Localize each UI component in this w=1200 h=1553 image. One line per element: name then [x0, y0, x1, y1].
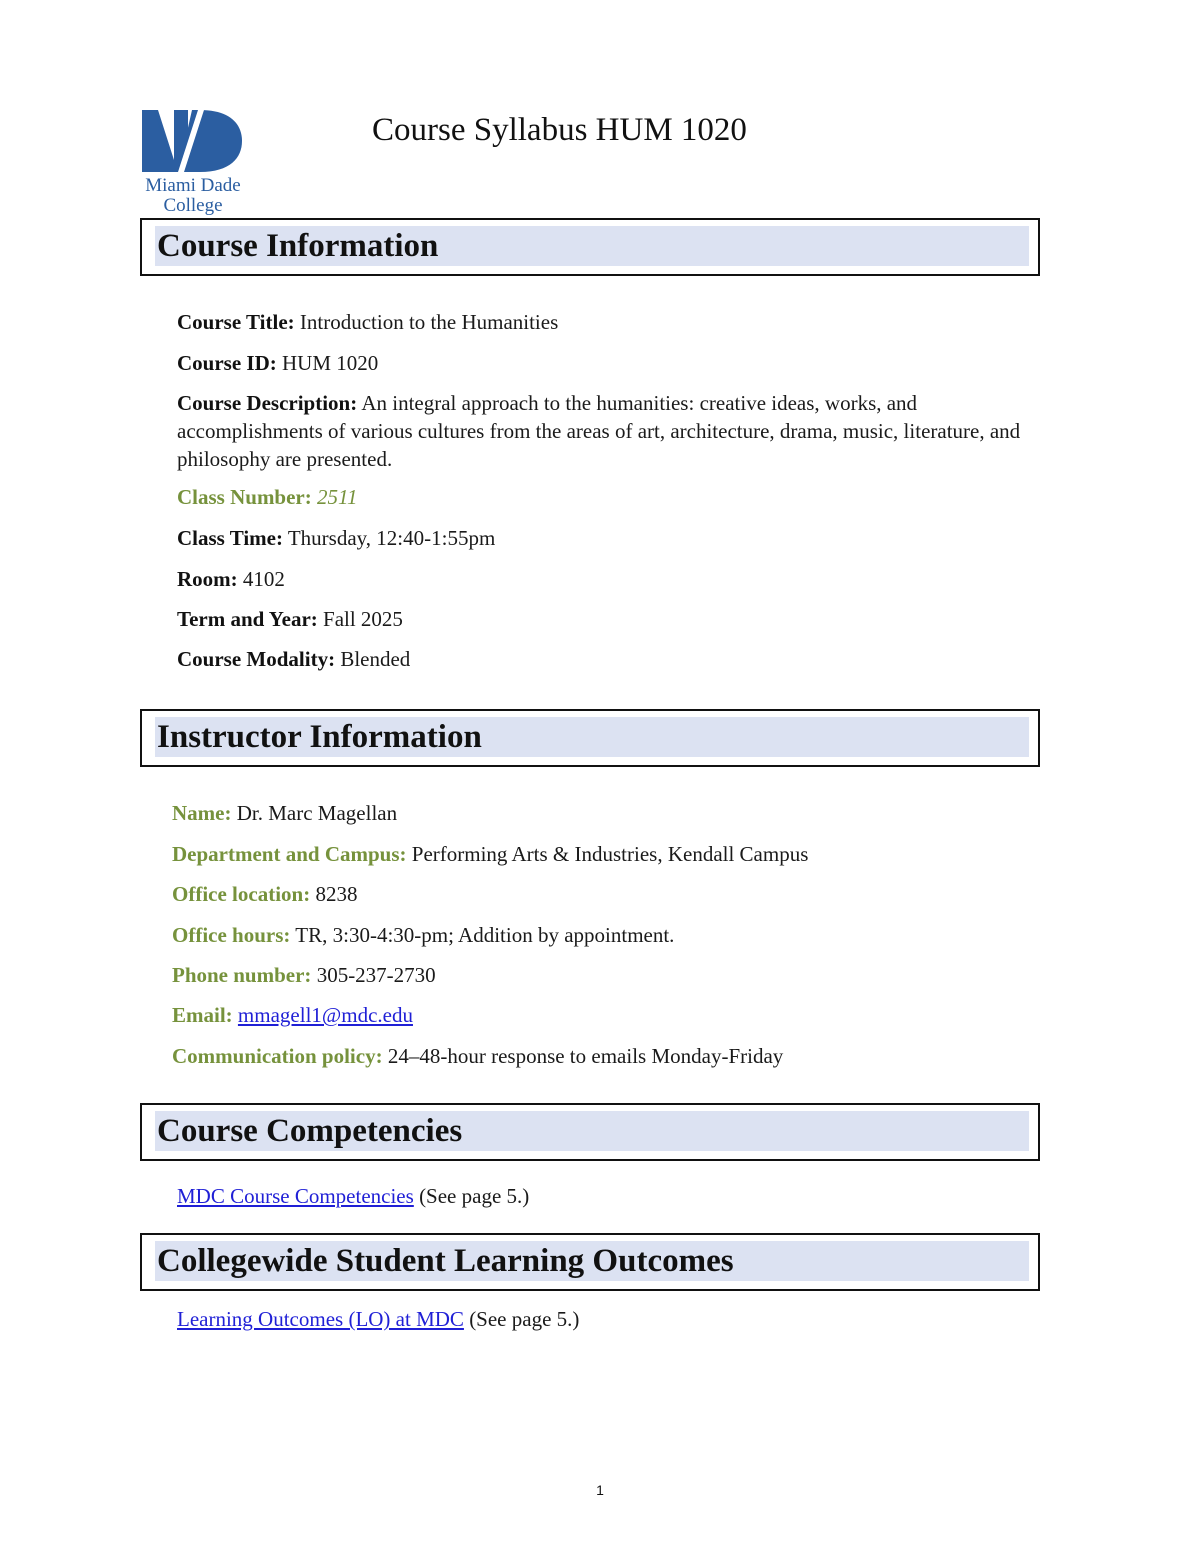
field-value: Fall 2025: [323, 607, 403, 631]
field-value: TR, 3:30-4:30-pm; Addition by appointment.: [295, 923, 675, 947]
field-label: Class Number:: [177, 485, 312, 509]
outcomes-link[interactable]: Learning Outcomes (LO) at MDC: [177, 1307, 464, 1331]
field-label: Department and Campus:: [172, 842, 407, 866]
phone-number-field: [172, 961, 436, 989]
field-label: Course ID:: [177, 351, 277, 375]
field-value: Performing Arts & Industries, Kendall Campus: [411, 842, 809, 866]
field-value: 8238: [315, 882, 358, 906]
field-label: Communication policy:: [172, 1044, 383, 1068]
field-value: 4102: [242, 567, 285, 591]
field-label: Office hours:: [172, 923, 291, 947]
field-value: 2511: [317, 485, 358, 509]
learning-outcomes-header: [140, 1233, 1040, 1291]
course-modality-field: [177, 645, 410, 673]
field-label: Course Description:: [177, 391, 358, 415]
section-title: Collegewide Student Learning Outcomes: [157, 1243, 734, 1279]
class-time-field: [177, 524, 495, 552]
field-label: Course Title:: [177, 310, 295, 334]
term-year-field: [177, 605, 403, 633]
field-value: Thursday, 12:40-1:55pm: [287, 526, 496, 550]
course-information-header: [140, 218, 1040, 276]
course-competencies-header: [140, 1103, 1040, 1161]
field-label: Email:: [172, 1003, 233, 1027]
field-value: 305-237-2730: [316, 963, 436, 987]
office-hours-field: [172, 921, 674, 949]
room-field: [177, 565, 285, 593]
section-title: Course Information: [157, 228, 439, 264]
field-label: Name:: [172, 801, 232, 825]
field-label: Term and Year:: [177, 607, 318, 631]
department-campus-field: [172, 840, 808, 868]
field-value: 24–48-hour response to emails Monday-Friday: [387, 1044, 784, 1068]
course-id-field: [177, 349, 378, 377]
field-label: Room:: [177, 567, 238, 591]
page-number: 1: [596, 1482, 604, 1498]
section-title: Course Competencies: [157, 1113, 463, 1149]
field-value: An integral approach to the humanities: creative ideas, works, and accomplishments of various cultures from the areas of art, architecture, drama, music, literature, and philosophy are presented.: [177, 391, 1021, 471]
class-number-field: [177, 483, 357, 511]
field-value: Introduction to the Humanities: [299, 310, 559, 334]
email-link[interactable]: mmagell1@mdc.edu: [237, 1003, 413, 1027]
competencies-line: [177, 1182, 529, 1210]
document-title: Course Syllabus HUM 1020: [372, 112, 747, 148]
field-value: Dr. Marc Magellan: [236, 801, 398, 825]
course-description-field: [177, 389, 1027, 473]
field-value: HUM 1020: [282, 351, 379, 375]
office-location-field: [172, 880, 357, 908]
instructor-information-header: [140, 709, 1040, 767]
logo-text-line2: College: [163, 195, 223, 216]
field-label: Office location:: [172, 882, 311, 906]
section-title: Instructor Information: [157, 719, 482, 755]
field-label: Phone number:: [172, 963, 312, 987]
competencies-note: (See page 5.): [419, 1184, 530, 1208]
college-logo: [138, 106, 248, 216]
field-label: Class Time:: [177, 526, 283, 550]
outcomes-note: (See page 5.): [469, 1307, 580, 1331]
field-label: Course Modality:: [177, 647, 336, 671]
communication-policy-field: [172, 1042, 783, 1070]
logo-text-line1: Miami Dade: [145, 175, 241, 196]
competencies-link[interactable]: MDC Course Competencies: [177, 1184, 414, 1208]
logo-mark-icon: [138, 106, 248, 176]
field-value: Blended: [340, 647, 411, 671]
course-title-field: [177, 308, 558, 336]
email-field: [172, 1001, 413, 1029]
outcomes-line: [177, 1305, 579, 1333]
instructor-name-field: [172, 799, 397, 827]
